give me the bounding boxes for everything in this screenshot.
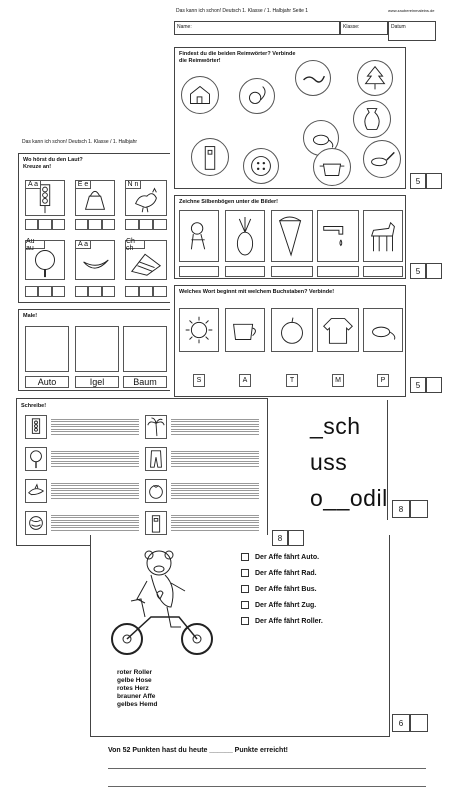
task-initial-letters <box>174 285 406 397</box>
picture-button <box>243 148 279 184</box>
picture-traffic-light <box>25 415 47 439</box>
worksheet-page-5 <box>90 535 390 737</box>
checkbox-option[interactable] <box>241 569 317 577</box>
checkbox-option[interactable] <box>241 617 323 625</box>
picture-mouse <box>363 308 403 352</box>
picture-monkey <box>179 210 219 262</box>
sentence: Der Affe fährt Roller. <box>255 617 323 625</box>
writing-lines[interactable] <box>51 513 139 531</box>
checkbox-option[interactable] <box>241 585 317 593</box>
checkbox[interactable] <box>241 569 249 577</box>
writing-lines[interactable] <box>171 417 259 435</box>
color-phrase: rotes Herz <box>117 685 149 692</box>
word-label: Auto <box>25 376 69 388</box>
letter-box[interactable]: P <box>377 374 389 387</box>
drawing-box-baum[interactable] <box>123 326 167 372</box>
score-box-empty[interactable] <box>410 500 428 518</box>
sentence: Der Affe fährt Rad. <box>255 569 317 577</box>
picture-yarn <box>25 511 47 535</box>
task-draw <box>18 309 172 391</box>
word-fragment: uss <box>310 449 348 475</box>
letter-box[interactable]: T <box>286 374 298 387</box>
score-box: 5 <box>410 377 426 393</box>
answer-cell[interactable] <box>52 286 65 297</box>
score-box-empty[interactable] <box>426 263 442 279</box>
syllable-cell[interactable] <box>317 266 359 277</box>
task-instruction: Findest du die beiden Reimwörter? Verbinde die Reimwörter! <box>179 51 296 64</box>
picture-dolphin <box>25 479 47 503</box>
writing-lines[interactable] <box>51 449 139 467</box>
picture-trousers <box>145 447 167 471</box>
score-box: 8 <box>272 530 288 546</box>
picture-tower <box>191 138 229 176</box>
task-instruction: Zeichne Silbenbögen unter die Bilder! <box>179 199 279 205</box>
task-instruction: Welches Wort beginnt mit welchem Buchstaben? Verbinde! <box>179 289 335 295</box>
answer-line[interactable] <box>108 786 426 787</box>
checkbox-option[interactable] <box>241 553 319 561</box>
klasse-field[interactable] <box>340 21 388 35</box>
sentence: Der Affe fährt Bus. <box>255 585 317 593</box>
picture-cup <box>225 308 265 352</box>
answer-cell[interactable] <box>88 219 102 230</box>
picture-worm <box>295 60 331 96</box>
writing-lines[interactable] <box>51 481 139 499</box>
syllable-cell[interactable] <box>179 266 219 277</box>
writing-lines[interactable] <box>171 513 259 531</box>
letter-box[interactable]: S <box>193 374 205 387</box>
picture-tree <box>25 447 47 471</box>
answer-cell[interactable] <box>88 286 102 297</box>
word-label: Baum <box>123 376 167 388</box>
answer-cell[interactable] <box>75 219 88 230</box>
syllable-cell[interactable] <box>363 266 403 277</box>
worksheet-page-1 <box>170 5 445 400</box>
page-header: Das kann ich schon! Deutsch 1. Klasse / 1. Halbjahr <box>22 139 138 145</box>
score-box-empty[interactable] <box>426 173 442 189</box>
datum-field[interactable] <box>388 21 436 41</box>
picture-house <box>181 76 219 114</box>
sound-label: A a <box>25 180 41 189</box>
color-phrase: gelbes Hemd <box>117 701 158 708</box>
word-fragment: _sch <box>310 413 361 439</box>
task-syllables <box>174 195 406 279</box>
sound-label: A a <box>75 240 91 249</box>
answer-cell[interactable] <box>38 286 52 297</box>
answer-cell[interactable] <box>139 219 153 230</box>
picture-school-cone <box>271 210 313 262</box>
letter-box[interactable]: M <box>332 374 344 387</box>
sound-label: E e <box>75 180 91 189</box>
picture-horse <box>363 210 403 262</box>
answer-cell[interactable] <box>38 219 52 230</box>
checkbox[interactable] <box>241 601 249 609</box>
picture-vase <box>353 100 391 138</box>
task-rhymes <box>174 47 406 189</box>
drawing-box-auto[interactable] <box>25 326 69 372</box>
score-box-empty[interactable] <box>288 530 304 546</box>
checkbox[interactable] <box>241 553 249 561</box>
page-header: Das kann ich schon! Deutsch 1. Klasse / 1. Halbjahr Seite 1 <box>176 8 309 14</box>
picture-faucet <box>317 210 359 262</box>
klasse-label: Klasse: <box>343 24 360 30</box>
picture-pineapple <box>225 210 265 262</box>
task-instruction: Wo hörst du den Laut? Kreuze an! <box>23 157 83 170</box>
name-field[interactable] <box>174 21 340 35</box>
score-box: 5 <box>410 173 426 189</box>
picture-tower <box>145 511 167 535</box>
site-url: www.zaubereinmaleins.de <box>388 8 435 13</box>
letter-box[interactable]: A <box>239 374 251 387</box>
answer-cell[interactable] <box>139 286 153 297</box>
answer-cell[interactable] <box>125 286 139 297</box>
drawing-box-igel[interactable] <box>75 326 119 372</box>
checkbox-option[interactable] <box>241 601 316 609</box>
name-label: Name: <box>177 24 192 30</box>
picture-fir-tree <box>357 60 393 96</box>
answer-cell[interactable] <box>153 219 167 230</box>
picture-monkey-on-scooter <box>101 547 221 665</box>
picture-apple <box>271 308 313 352</box>
datum-label: Datum <box>391 24 406 30</box>
task-instruction: Male! <box>23 313 38 319</box>
sound-label: Au au <box>25 240 45 249</box>
syllable-cell[interactable] <box>225 266 265 277</box>
answer-line[interactable] <box>108 768 426 769</box>
answer-cell[interactable] <box>25 286 38 297</box>
word-fragment: o__odil <box>310 485 388 511</box>
word-label: Igel <box>75 376 119 388</box>
score-box-empty[interactable] <box>410 714 428 732</box>
task-sound-position <box>18 153 172 303</box>
total-score-text: Von 52 Punkten hast du heute ______ Punkte erreicht! <box>108 747 288 754</box>
sound-label: N n <box>125 180 141 189</box>
answer-cell[interactable] <box>125 219 139 230</box>
picture-sun <box>179 308 219 352</box>
writing-lines[interactable] <box>171 449 259 467</box>
answer-cell[interactable] <box>102 286 115 297</box>
syllable-cell[interactable] <box>271 266 313 277</box>
score-box: 5 <box>410 263 426 279</box>
answer-cell[interactable] <box>25 219 38 230</box>
checkbox[interactable] <box>241 617 249 625</box>
writing-lines[interactable] <box>51 417 139 435</box>
task-instruction: Schreibe! <box>21 403 47 409</box>
worksheet-page-4 <box>268 395 388 520</box>
score-box: 8 <box>392 500 410 518</box>
worksheet-page-2 <box>14 135 174 405</box>
picture-pan <box>363 140 401 178</box>
checkbox[interactable] <box>241 585 249 593</box>
color-phrase: gelbe Hose <box>117 677 152 684</box>
picture-pot <box>313 148 351 186</box>
picture-squirrel <box>239 78 275 114</box>
sentence: Der Affe fährt Auto. <box>255 553 320 561</box>
score-box-empty[interactable] <box>426 377 442 393</box>
color-phrase: roter Roller <box>117 669 153 676</box>
answer-cell[interactable] <box>75 286 88 297</box>
score-box: 6 <box>392 714 410 732</box>
answer-cell[interactable] <box>52 219 65 230</box>
picture-sweater <box>317 308 359 352</box>
worksheet-page-3 <box>16 398 268 546</box>
sound-label: Ch ch <box>125 240 145 249</box>
answer-cell[interactable] <box>102 219 115 230</box>
picture-palm-tree <box>145 415 167 439</box>
answer-cell[interactable] <box>153 286 167 297</box>
sentence: Der Affe fährt Zug. <box>255 601 317 609</box>
color-phrase: brauner Affe <box>117 693 156 700</box>
picture-tomato <box>145 479 167 503</box>
writing-lines[interactable] <box>171 481 259 499</box>
